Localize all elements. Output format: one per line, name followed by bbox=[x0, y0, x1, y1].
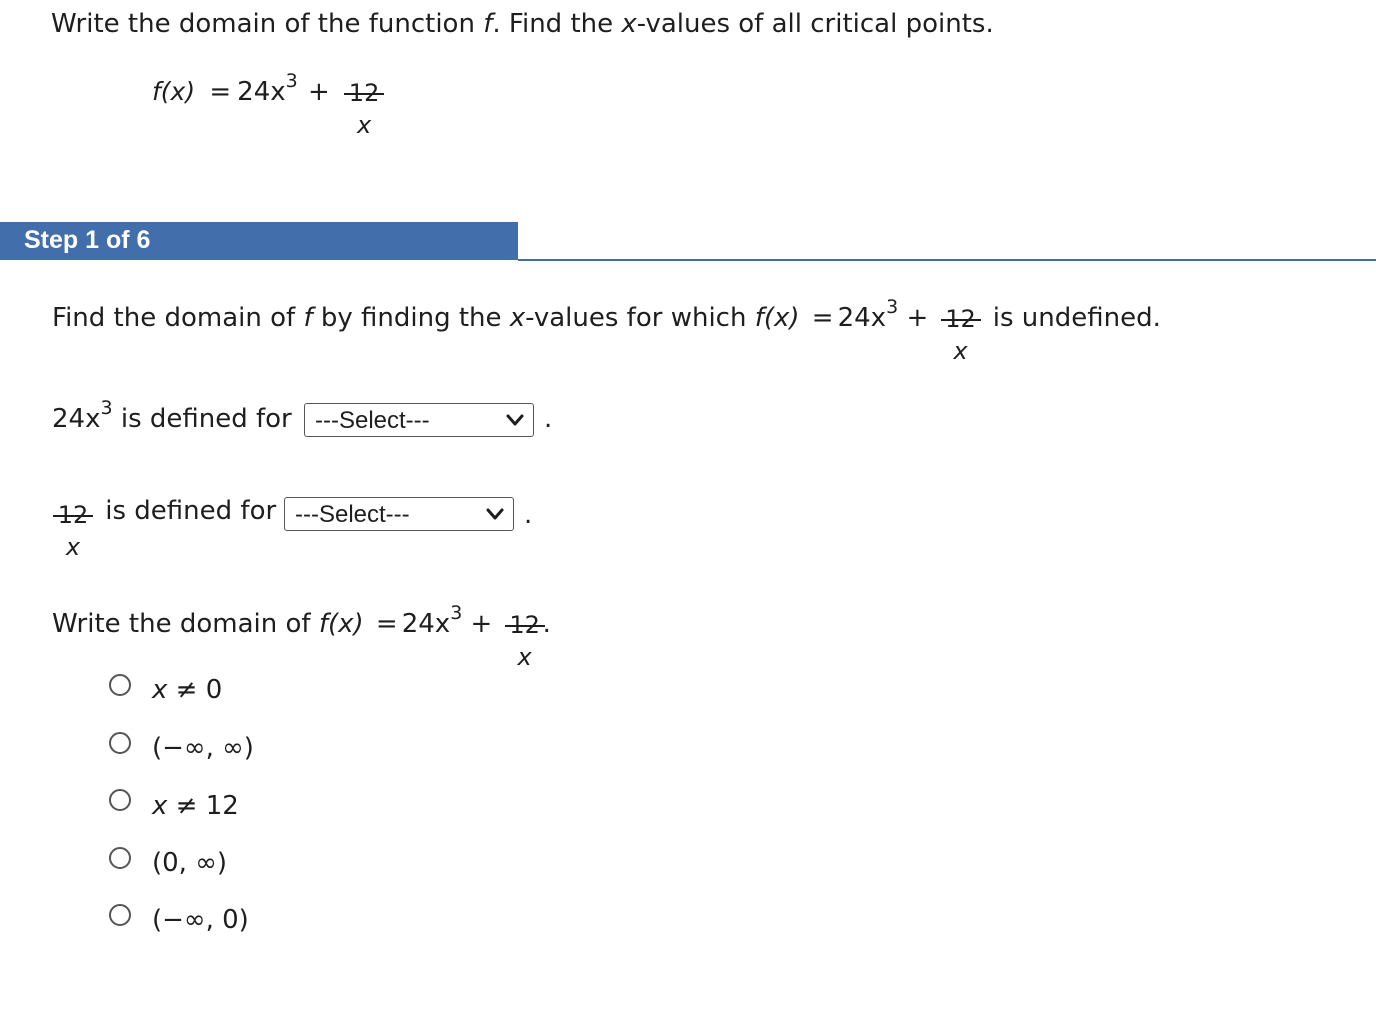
q3-period: . bbox=[542, 609, 551, 639]
option-radio-5[interactable] bbox=[109, 904, 131, 926]
q2-denominator: x bbox=[65, 532, 81, 561]
option-label-4[interactable] bbox=[152, 848, 227, 878]
q2-numerator: 12 bbox=[57, 500, 89, 529]
function-eq: = bbox=[209, 77, 232, 107]
q3-coef: 24x bbox=[401, 609, 451, 639]
q2-period: . bbox=[524, 500, 533, 530]
option-radio-3[interactable] bbox=[109, 789, 131, 811]
option-3-rest: ≠ 12 bbox=[167, 791, 239, 821]
function-exp: 3 bbox=[285, 70, 298, 92]
q2-fraction bbox=[49, 485, 97, 561]
instruction-part2: by finding the bbox=[312, 303, 510, 333]
q1-text bbox=[52, 397, 292, 434]
function-coef: 24x bbox=[237, 77, 286, 107]
option-radio-1[interactable] bbox=[109, 674, 131, 696]
function-plus: + bbox=[308, 77, 330, 107]
option-2-rest: (−∞, ∞) bbox=[152, 733, 254, 763]
step-header-line bbox=[518, 259, 1376, 261]
q2-text bbox=[49, 484, 277, 561]
q2-select-value: ---Select--- bbox=[295, 501, 410, 528]
option-label-2[interactable] bbox=[152, 733, 254, 763]
option-4-rest: (0, ∞) bbox=[152, 848, 228, 878]
q3-numerator: 12 bbox=[509, 610, 540, 639]
option-1-var: x bbox=[152, 675, 168, 705]
q3-exp: 3 bbox=[450, 602, 463, 624]
q3-part1: Write the domain of bbox=[52, 609, 319, 639]
q3-fx: f(x) bbox=[318, 609, 364, 639]
q3-denominator: x bbox=[517, 642, 532, 671]
q2-domain-select[interactable] bbox=[284, 497, 514, 531]
option-label-3[interactable] bbox=[152, 791, 239, 821]
question-x: x bbox=[621, 9, 637, 39]
q1-period: . bbox=[544, 404, 553, 434]
q3-text bbox=[52, 594, 551, 671]
q3-eq: = bbox=[375, 609, 398, 639]
q1-label: is defined for bbox=[120, 404, 292, 434]
instruction-plus: + bbox=[906, 303, 929, 333]
question-f: f bbox=[483, 9, 493, 39]
q3-fraction bbox=[501, 595, 549, 671]
question-text bbox=[51, 9, 994, 39]
instruction-tail: is undefined. bbox=[992, 303, 1161, 333]
instruction-part1: Find the domain of bbox=[52, 303, 304, 333]
option-3-var: x bbox=[152, 791, 168, 821]
question-part3: -values of all critical points. bbox=[636, 9, 994, 39]
q2-label: is defined for bbox=[105, 496, 277, 526]
instruction-text bbox=[52, 288, 1161, 365]
chevron-down-icon bbox=[505, 410, 525, 430]
instruction-coef: 24x bbox=[837, 303, 887, 333]
q1-exp: 3 bbox=[100, 397, 113, 419]
function-definition bbox=[152, 62, 388, 139]
question-part2: . Find the bbox=[492, 9, 622, 39]
function-fraction bbox=[340, 63, 388, 139]
option-5-rest: (−∞, 0) bbox=[152, 905, 249, 935]
option-radio-2[interactable] bbox=[109, 732, 131, 754]
option-1-rest: ≠ 0 bbox=[167, 675, 223, 705]
chevron-down-icon bbox=[485, 504, 505, 524]
instruction-numerator: 12 bbox=[945, 304, 976, 333]
instruction-exp: 3 bbox=[886, 296, 899, 318]
function-numerator: 12 bbox=[348, 78, 380, 107]
instruction-fx: f(x) bbox=[754, 303, 800, 333]
function-denominator: x bbox=[356, 110, 372, 139]
instruction-part3: -values for which bbox=[525, 303, 755, 333]
q1-coef: 24x bbox=[52, 404, 101, 434]
option-label-1[interactable] bbox=[152, 675, 222, 705]
instruction-fraction bbox=[937, 289, 985, 365]
step-label: Step 1 of 6 bbox=[24, 226, 151, 254]
instruction-denominator: x bbox=[953, 336, 968, 365]
option-radio-4[interactable] bbox=[109, 847, 131, 869]
q1-select-value: ---Select--- bbox=[315, 407, 430, 434]
q1-domain-select[interactable] bbox=[304, 403, 534, 437]
instruction-x: x bbox=[509, 303, 526, 333]
instruction-f: f bbox=[303, 303, 313, 333]
question-part1: Write the domain of the function bbox=[51, 9, 484, 39]
instruction-eq: = bbox=[811, 303, 834, 333]
option-label-5[interactable] bbox=[152, 905, 249, 935]
q3-plus: + bbox=[470, 609, 493, 639]
function-lhs: f(x) bbox=[152, 77, 196, 106]
